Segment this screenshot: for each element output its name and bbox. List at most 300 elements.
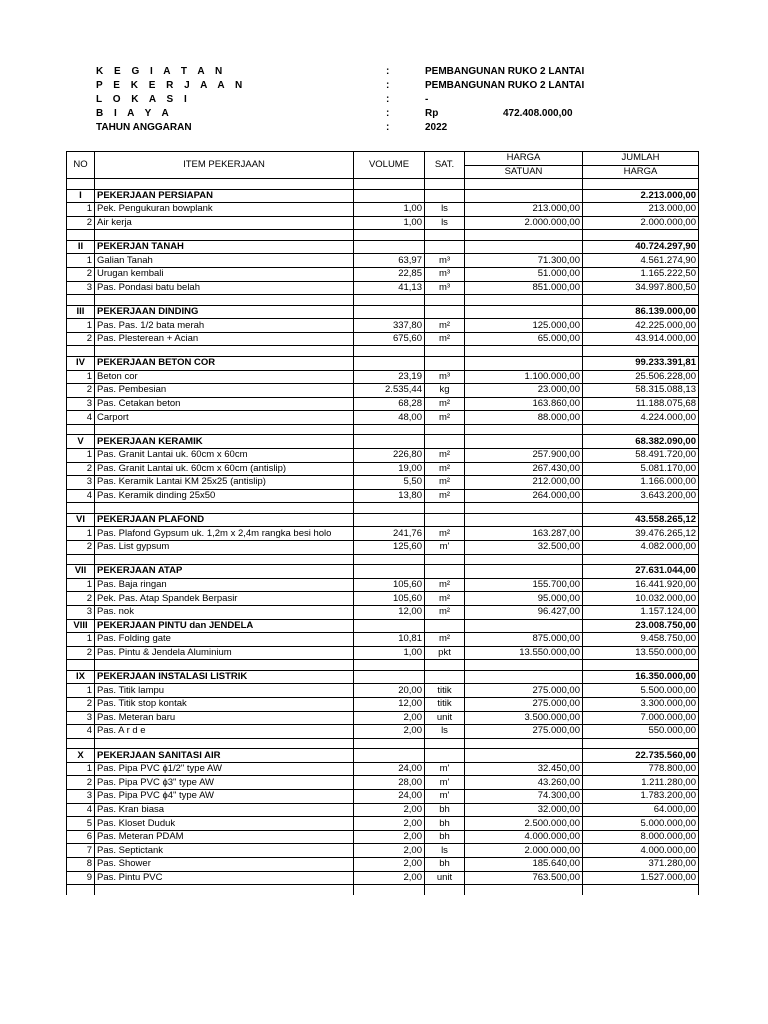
- item-amount: 4.561.274,90: [583, 254, 699, 268]
- item-row: [67, 254, 699, 268]
- item-unit: m²: [425, 462, 465, 476]
- item-unit-price: 267.430,00: [465, 462, 583, 476]
- item-amount: 778.800,00: [583, 762, 699, 776]
- empty-cell: [95, 885, 354, 895]
- empty-cell: [67, 179, 95, 190]
- empty-cell: [583, 738, 699, 749]
- table-header: [67, 152, 699, 179]
- item-unit-price: 32.500,00: [465, 541, 583, 555]
- empty-cell: [67, 346, 95, 357]
- item-name: Pas. Plafond Gypsum uk. 1,2m x 2,4m rangka besi holo: [95, 527, 354, 541]
- item-unit: titik: [425, 698, 465, 712]
- empty-cell: [425, 503, 465, 514]
- item-volume: 2,00: [354, 803, 425, 817]
- item-unit: ls: [425, 216, 465, 230]
- section-total: 22.735.560,00: [583, 749, 699, 763]
- item-unit: m²: [425, 449, 465, 463]
- item-name: Pas. Folding gate: [95, 633, 354, 647]
- item-amount: 58.491.720,00: [583, 449, 699, 463]
- empty-cell: [354, 295, 425, 306]
- item-row: [67, 725, 699, 739]
- item-row: [67, 216, 699, 230]
- empty-cell: [465, 565, 583, 579]
- item-unit-price: 125.000,00: [465, 319, 583, 333]
- item-unit-price: 71.300,00: [465, 254, 583, 268]
- item-row: [67, 397, 699, 411]
- item-name: Pas. A r d e: [95, 725, 354, 739]
- biaya-label: B I A Y A: [96, 108, 173, 119]
- empty-cell: [465, 179, 583, 190]
- item-unit: m': [425, 541, 465, 555]
- item-unit: m³: [425, 370, 465, 384]
- item-unit: m²: [425, 605, 465, 619]
- item-unit-price: 275.000,00: [465, 698, 583, 712]
- section-row: [67, 305, 699, 319]
- empty-cell: [583, 295, 699, 306]
- item-amount: 4.224.000,00: [583, 411, 699, 425]
- item-name: Pas. Titik lampu: [95, 684, 354, 698]
- item-name: Pas. Pipa PVC ɸ3" type AW: [95, 776, 354, 790]
- blank-row: [67, 179, 699, 190]
- item-volume: 2,00: [354, 830, 425, 844]
- section-no: III: [67, 305, 95, 319]
- item-unit-price: 13.550.000,00: [465, 646, 583, 660]
- item-name: Pas. Pintu PVC: [95, 871, 354, 885]
- item-unit: m³: [425, 281, 465, 295]
- item-unit-price: 23.000,00: [465, 384, 583, 398]
- item-row: [67, 541, 699, 555]
- item-unit: m³: [425, 267, 465, 281]
- kegiatan-label: K E G I A T A N: [96, 66, 227, 77]
- item-no: 3: [67, 476, 95, 490]
- item-name: Pas. Pipa PVC ɸ1/2" type AW: [95, 762, 354, 776]
- item-amount: 3.643.200,00: [583, 489, 699, 503]
- item-unit-price: 2.500.000,00: [465, 817, 583, 831]
- section-row: [67, 240, 699, 254]
- item-amount: 1.211.280,00: [583, 776, 699, 790]
- item-volume: 1,00: [354, 203, 425, 217]
- empty-cell: [583, 660, 699, 671]
- header-row-biaya: [0, 108, 768, 122]
- item-name: Pas. Granit Lantai uk. 60cm x 60cm: [95, 449, 354, 463]
- section-total: 68.382.090,00: [583, 435, 699, 449]
- empty-cell: [354, 189, 425, 203]
- item-unit-price: 1.100.000,00: [465, 370, 583, 384]
- item-unit: m²: [425, 476, 465, 490]
- empty-cell: [465, 189, 583, 203]
- item-volume: 675,60: [354, 332, 425, 346]
- item-no: 5: [67, 817, 95, 831]
- blank-row: [67, 554, 699, 565]
- item-amount: 5.500.000,00: [583, 684, 699, 698]
- empty-cell: [67, 424, 95, 435]
- empty-cell: [425, 346, 465, 357]
- item-amount: 213.000,00: [583, 203, 699, 217]
- item-volume: 105,60: [354, 592, 425, 606]
- item-amount: 43.914.000,00: [583, 332, 699, 346]
- pekerjaan-label: P E K E R J A A N: [96, 80, 247, 91]
- item-volume: 10,81: [354, 633, 425, 647]
- empty-cell: [354, 435, 425, 449]
- item-volume: 12,00: [354, 605, 425, 619]
- item-row: [67, 871, 699, 885]
- item-amount: 4.000.000,00: [583, 844, 699, 858]
- item-name: Pas. Shower: [95, 858, 354, 872]
- item-no: 3: [67, 790, 95, 804]
- item-row: [67, 489, 699, 503]
- section-total: 99.233.391,81: [583, 356, 699, 370]
- section-row: [67, 356, 699, 370]
- empty-cell: [425, 356, 465, 370]
- item-row: [67, 592, 699, 606]
- item-name: Pek. Pengukuran bowplank: [95, 203, 354, 217]
- empty-cell: [465, 554, 583, 565]
- item-no: 4: [67, 725, 95, 739]
- col-harga-bottom: SATUAN: [465, 165, 583, 179]
- header-row-tahun: [0, 122, 768, 136]
- item-volume: 226,80: [354, 449, 425, 463]
- item-row: [67, 203, 699, 217]
- item-no: 2: [67, 216, 95, 230]
- item-volume: 2,00: [354, 844, 425, 858]
- item-amount: 5.081.170,00: [583, 462, 699, 476]
- tahun-value: 2022: [425, 122, 448, 133]
- item-row: [67, 830, 699, 844]
- empty-cell: [425, 670, 465, 684]
- section-row: [67, 619, 699, 633]
- empty-cell: [465, 435, 583, 449]
- lokasi-colon: :: [386, 94, 390, 105]
- item-row: [67, 384, 699, 398]
- item-unit-price: 2.000.000,00: [465, 844, 583, 858]
- item-unit: unit: [425, 871, 465, 885]
- item-unit: m²: [425, 397, 465, 411]
- biaya-amount: 472.408.000,00: [503, 108, 573, 119]
- header-row-kegiatan: [0, 66, 768, 80]
- col-harga-top: HARGA: [465, 152, 583, 166]
- item-unit: bh: [425, 858, 465, 872]
- section-total: 2.213.000,00: [583, 189, 699, 203]
- item-unit: m²: [425, 332, 465, 346]
- item-unit: ls: [425, 203, 465, 217]
- item-no: 2: [67, 462, 95, 476]
- section-title: PEKERJAAN PLAFOND: [95, 513, 354, 527]
- item-volume: 48,00: [354, 411, 425, 425]
- item-row: [67, 698, 699, 712]
- item-name: Pas. Granit Lantai uk. 60cm x 60cm (antislip): [95, 462, 354, 476]
- empty-cell: [95, 424, 354, 435]
- item-no: 8: [67, 858, 95, 872]
- section-total: 16.350.000,00: [583, 670, 699, 684]
- empty-cell: [465, 660, 583, 671]
- item-unit: m²: [425, 578, 465, 592]
- pekerjaan-colon: :: [386, 80, 390, 91]
- item-row: [67, 462, 699, 476]
- item-name: Pek. Pas. Atap Spandek Berpasir: [95, 592, 354, 606]
- item-volume: 5,50: [354, 476, 425, 490]
- item-amount: 25.506.228,00: [583, 370, 699, 384]
- lokasi-label: L O K A S I: [96, 94, 191, 105]
- item-volume: 41,13: [354, 281, 425, 295]
- tahun-label: TAHUN ANGGARAN: [96, 122, 192, 133]
- item-unit-price: 3.500.000,00: [465, 711, 583, 725]
- item-amount: 5.000.000,00: [583, 817, 699, 831]
- section-no: I: [67, 189, 95, 203]
- empty-cell: [465, 230, 583, 241]
- empty-cell: [583, 503, 699, 514]
- empty-cell: [425, 230, 465, 241]
- empty-cell: [67, 554, 95, 565]
- item-amount: 34.997.800,50: [583, 281, 699, 295]
- empty-cell: [465, 295, 583, 306]
- item-no: 9: [67, 871, 95, 885]
- empty-cell: [465, 240, 583, 254]
- item-volume: 105,60: [354, 578, 425, 592]
- item-volume: 2,00: [354, 725, 425, 739]
- empty-cell: [354, 240, 425, 254]
- section-no: VI: [67, 513, 95, 527]
- item-no: 2: [67, 541, 95, 555]
- empty-cell: [354, 619, 425, 633]
- item-unit-price: 74.300,00: [465, 790, 583, 804]
- empty-cell: [425, 179, 465, 190]
- item-unit: kg: [425, 384, 465, 398]
- item-volume: 2.535,44: [354, 384, 425, 398]
- item-name: Pas. Keramik dinding 25x50: [95, 489, 354, 503]
- item-amount: 9.458.750,00: [583, 633, 699, 647]
- item-no: 1: [67, 203, 95, 217]
- item-name: Air kerja: [95, 216, 354, 230]
- section-row: [67, 749, 699, 763]
- item-unit-price: 65.000,00: [465, 332, 583, 346]
- item-name: Pas. Baja ringan: [95, 578, 354, 592]
- empty-cell: [354, 885, 425, 895]
- empty-cell: [583, 885, 699, 895]
- item-row: [67, 527, 699, 541]
- empty-cell: [67, 503, 95, 514]
- item-unit-price: 51.000,00: [465, 267, 583, 281]
- item-volume: 20,00: [354, 684, 425, 698]
- item-unit-price: 763.500,00: [465, 871, 583, 885]
- section-title: PEKERJAAN BETON COR: [95, 356, 354, 370]
- item-row: [67, 790, 699, 804]
- item-no: 7: [67, 844, 95, 858]
- item-name: Urugan kembali: [95, 267, 354, 281]
- item-volume: 337,80: [354, 319, 425, 333]
- item-unit: m²: [425, 489, 465, 503]
- item-volume: 1,00: [354, 216, 425, 230]
- empty-cell: [354, 749, 425, 763]
- blank-row: [67, 424, 699, 435]
- item-name: Pas. Meteran PDAM: [95, 830, 354, 844]
- item-unit: bh: [425, 830, 465, 844]
- item-amount: 550.000,00: [583, 725, 699, 739]
- item-no: 6: [67, 830, 95, 844]
- item-amount: 371.280,00: [583, 858, 699, 872]
- item-name: Pas. Kran biasa: [95, 803, 354, 817]
- item-row: [67, 633, 699, 647]
- item-name: Pas. Pembesian: [95, 384, 354, 398]
- item-row: [67, 476, 699, 490]
- item-amount: 1.157.124,00: [583, 605, 699, 619]
- item-no: 2: [67, 332, 95, 346]
- item-no: 4: [67, 803, 95, 817]
- item-no: 2: [67, 267, 95, 281]
- item-amount: 10.032.000,00: [583, 592, 699, 606]
- item-unit-price: 851.000,00: [465, 281, 583, 295]
- item-row: [67, 803, 699, 817]
- item-unit-price: 163.860,00: [465, 397, 583, 411]
- item-row: [67, 858, 699, 872]
- item-unit: m²: [425, 633, 465, 647]
- item-unit: unit: [425, 711, 465, 725]
- empty-cell: [67, 295, 95, 306]
- empty-cell: [354, 230, 425, 241]
- empty-cell: [425, 749, 465, 763]
- item-unit-price: 875.000,00: [465, 633, 583, 647]
- item-row: [67, 578, 699, 592]
- item-amount: 1.165.222,50: [583, 267, 699, 281]
- item-no: 4: [67, 489, 95, 503]
- item-amount: 1.783.200,00: [583, 790, 699, 804]
- empty-cell: [67, 738, 95, 749]
- item-name: Pas. Plesterean + Acian: [95, 332, 354, 346]
- item-no: 3: [67, 605, 95, 619]
- item-row: [67, 711, 699, 725]
- item-row: [67, 844, 699, 858]
- item-amount: 16.441.920,00: [583, 578, 699, 592]
- item-name: Pas. Septictank: [95, 844, 354, 858]
- col-jumlah-top: JUMLAH: [583, 152, 699, 166]
- item-unit: bh: [425, 817, 465, 831]
- item-no: 3: [67, 397, 95, 411]
- empty-cell: [354, 554, 425, 565]
- item-row: [67, 370, 699, 384]
- item-volume: 13,80: [354, 489, 425, 503]
- col-no: NO: [67, 152, 95, 179]
- empty-cell: [95, 230, 354, 241]
- header-row-lokasi: [0, 94, 768, 108]
- empty-cell: [583, 230, 699, 241]
- empty-cell: [354, 513, 425, 527]
- item-unit-price: 275.000,00: [465, 725, 583, 739]
- section-title: PEKERJAAN INSTALASI LISTRIK: [95, 670, 354, 684]
- section-title: PEKERJAAN PINTU dan JENDELA: [95, 619, 354, 633]
- section-title: PEKERJAN TANAH: [95, 240, 354, 254]
- empty-cell: [425, 305, 465, 319]
- item-amount: 64.000,00: [583, 803, 699, 817]
- empty-cell: [425, 565, 465, 579]
- section-total: 86.139.000,00: [583, 305, 699, 319]
- section-total: 23.008.750,00: [583, 619, 699, 633]
- item-amount: 11.188.075,68: [583, 397, 699, 411]
- empty-cell: [354, 565, 425, 579]
- item-unit-price: 96.427,00: [465, 605, 583, 619]
- item-name: Pas. Pintu & Jendela Aluminium: [95, 646, 354, 660]
- empty-cell: [425, 189, 465, 203]
- item-no: 1: [67, 370, 95, 384]
- item-volume: 19,00: [354, 462, 425, 476]
- item-amount: 39.476.265,12: [583, 527, 699, 541]
- section-title: PEKERJAAN ATAP: [95, 565, 354, 579]
- item-no: 2: [67, 592, 95, 606]
- item-unit: m²: [425, 527, 465, 541]
- blank-row: [67, 503, 699, 514]
- empty-cell: [95, 346, 354, 357]
- item-unit-price: 88.000,00: [465, 411, 583, 425]
- empty-cell: [583, 346, 699, 357]
- section-no: X: [67, 749, 95, 763]
- item-volume: 2,00: [354, 858, 425, 872]
- item-unit: bh: [425, 803, 465, 817]
- item-name: Pas. List gypsum: [95, 541, 354, 555]
- empty-cell: [425, 435, 465, 449]
- item-unit-price: 4.000.000,00: [465, 830, 583, 844]
- item-row: [67, 817, 699, 831]
- empty-cell: [425, 295, 465, 306]
- item-row: [67, 449, 699, 463]
- col-item: ITEM PEKERJAAN: [95, 152, 354, 179]
- biaya-colon: :: [386, 108, 390, 119]
- item-unit: ls: [425, 725, 465, 739]
- item-row: [67, 267, 699, 281]
- item-name: Pas. nok: [95, 605, 354, 619]
- item-amount: 42.225.000,00: [583, 319, 699, 333]
- item-unit-price: 155.700,00: [465, 578, 583, 592]
- empty-cell: [583, 179, 699, 190]
- empty-cell: [95, 738, 354, 749]
- empty-cell: [425, 619, 465, 633]
- item-no: 1: [67, 527, 95, 541]
- empty-cell: [465, 305, 583, 319]
- item-volume: 23,19: [354, 370, 425, 384]
- blank-row: [67, 738, 699, 749]
- table-body: [67, 179, 699, 895]
- section-total: 43.558.265,12: [583, 513, 699, 527]
- item-volume: 22,85: [354, 267, 425, 281]
- section-no: IX: [67, 670, 95, 684]
- item-amount: 13.550.000,00: [583, 646, 699, 660]
- item-unit-price: 95.000,00: [465, 592, 583, 606]
- item-unit-price: 185.640,00: [465, 858, 583, 872]
- kegiatan-colon: :: [386, 66, 390, 77]
- item-name: Carport: [95, 411, 354, 425]
- item-no: 1: [67, 254, 95, 268]
- item-row: [67, 684, 699, 698]
- empty-cell: [354, 670, 425, 684]
- item-volume: 2,00: [354, 871, 425, 885]
- section-row: [67, 435, 699, 449]
- section-row: [67, 565, 699, 579]
- empty-cell: [354, 503, 425, 514]
- empty-cell: [425, 424, 465, 435]
- item-unit: m²: [425, 411, 465, 425]
- empty-cell: [354, 179, 425, 190]
- item-volume: 63,97: [354, 254, 425, 268]
- item-amount: 1.527.000,00: [583, 871, 699, 885]
- item-volume: 2,00: [354, 817, 425, 831]
- empty-cell: [95, 295, 354, 306]
- item-name: Galian Tanah: [95, 254, 354, 268]
- blank-row: [67, 230, 699, 241]
- empty-cell: [465, 503, 583, 514]
- empty-cell: [583, 424, 699, 435]
- item-unit: m²: [425, 319, 465, 333]
- section-title: PEKERJAAN SANITASI AIR: [95, 749, 354, 763]
- section-no: IV: [67, 356, 95, 370]
- section-no: VII: [67, 565, 95, 579]
- item-unit: m': [425, 790, 465, 804]
